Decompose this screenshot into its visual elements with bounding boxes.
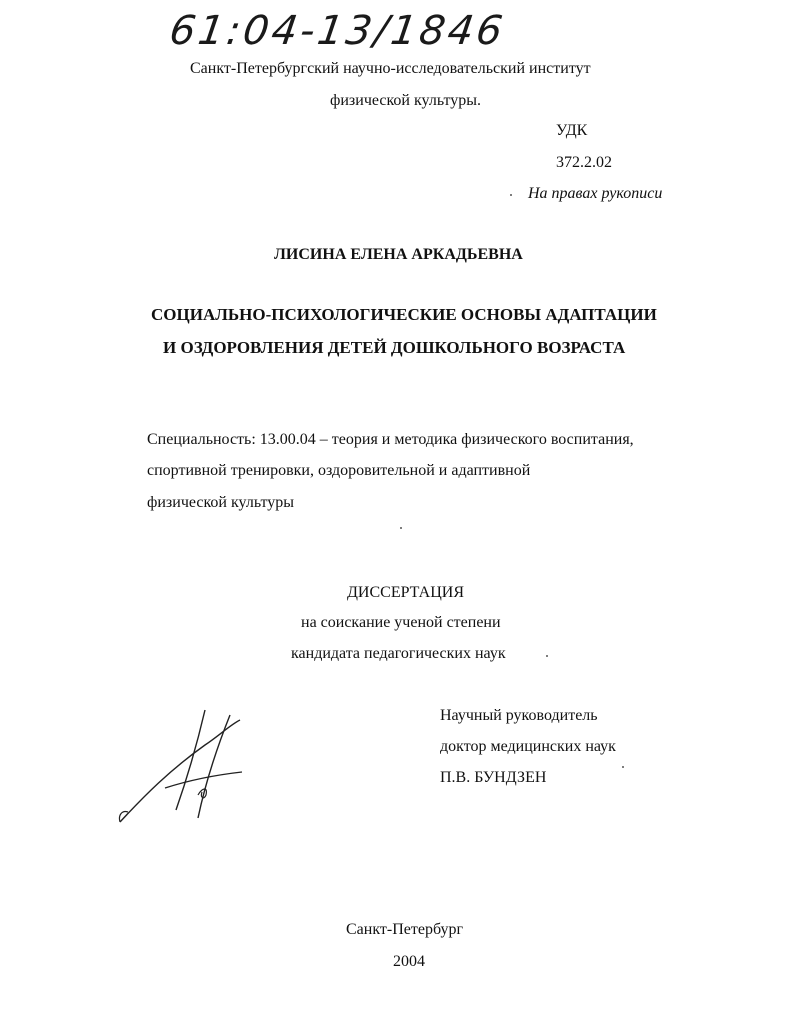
specialty-line-1: Специальность: 13.00.04 – теория и методика физического воспитания,	[147, 431, 634, 448]
udc-label: УДК	[556, 122, 588, 139]
manuscript-note: На правах рукописи	[528, 185, 663, 202]
dissertation-line-2: кандидата педагогических наук	[291, 645, 506, 662]
institution-line-2: физической культуры.	[330, 92, 482, 109]
author-name: ЛИСИНА ЕЛЕНА АРКАДЬЕВНА	[274, 246, 523, 263]
author-signature	[110, 700, 260, 830]
scan-speck	[400, 527, 402, 529]
specialty-line-3: физической культуры	[147, 494, 295, 511]
year: 2004	[393, 953, 425, 970]
udc-code: 372.2.02	[556, 154, 612, 171]
supervisor-role: Научный руководитель	[440, 707, 598, 724]
institution-line-1: Санкт-Петербургский научно-исследовательский институт	[190, 60, 591, 77]
supervisor-degree: доктор медицинских наук	[440, 738, 616, 755]
supervisor-name: П.В. БУНДЗЕН	[440, 769, 547, 786]
handwritten-archive-code: 61:04-13/1846	[166, 8, 509, 54]
scan-speck	[546, 655, 548, 657]
dissertation-line-1: на соискание ученой степени	[301, 614, 501, 631]
scan-speck	[510, 194, 512, 196]
title-line-2: И ОЗДОРОВЛЕНИЯ ДЕТЕЙ ДОШКОЛЬНОГО ВОЗРАСТА	[163, 338, 626, 357]
title-line-1: СОЦИАЛЬНО-ПСИХОЛОГИЧЕСКИЕ ОСНОВЫ АДАПТАЦИИ	[151, 305, 657, 324]
dissertation-heading: ДИССЕРТАЦИЯ	[347, 584, 464, 601]
specialty-line-2: спортивной тренировки, оздоровительной и адаптивной	[147, 462, 531, 479]
scan-speck	[622, 766, 624, 768]
city: Санкт-Петербург	[346, 921, 464, 938]
